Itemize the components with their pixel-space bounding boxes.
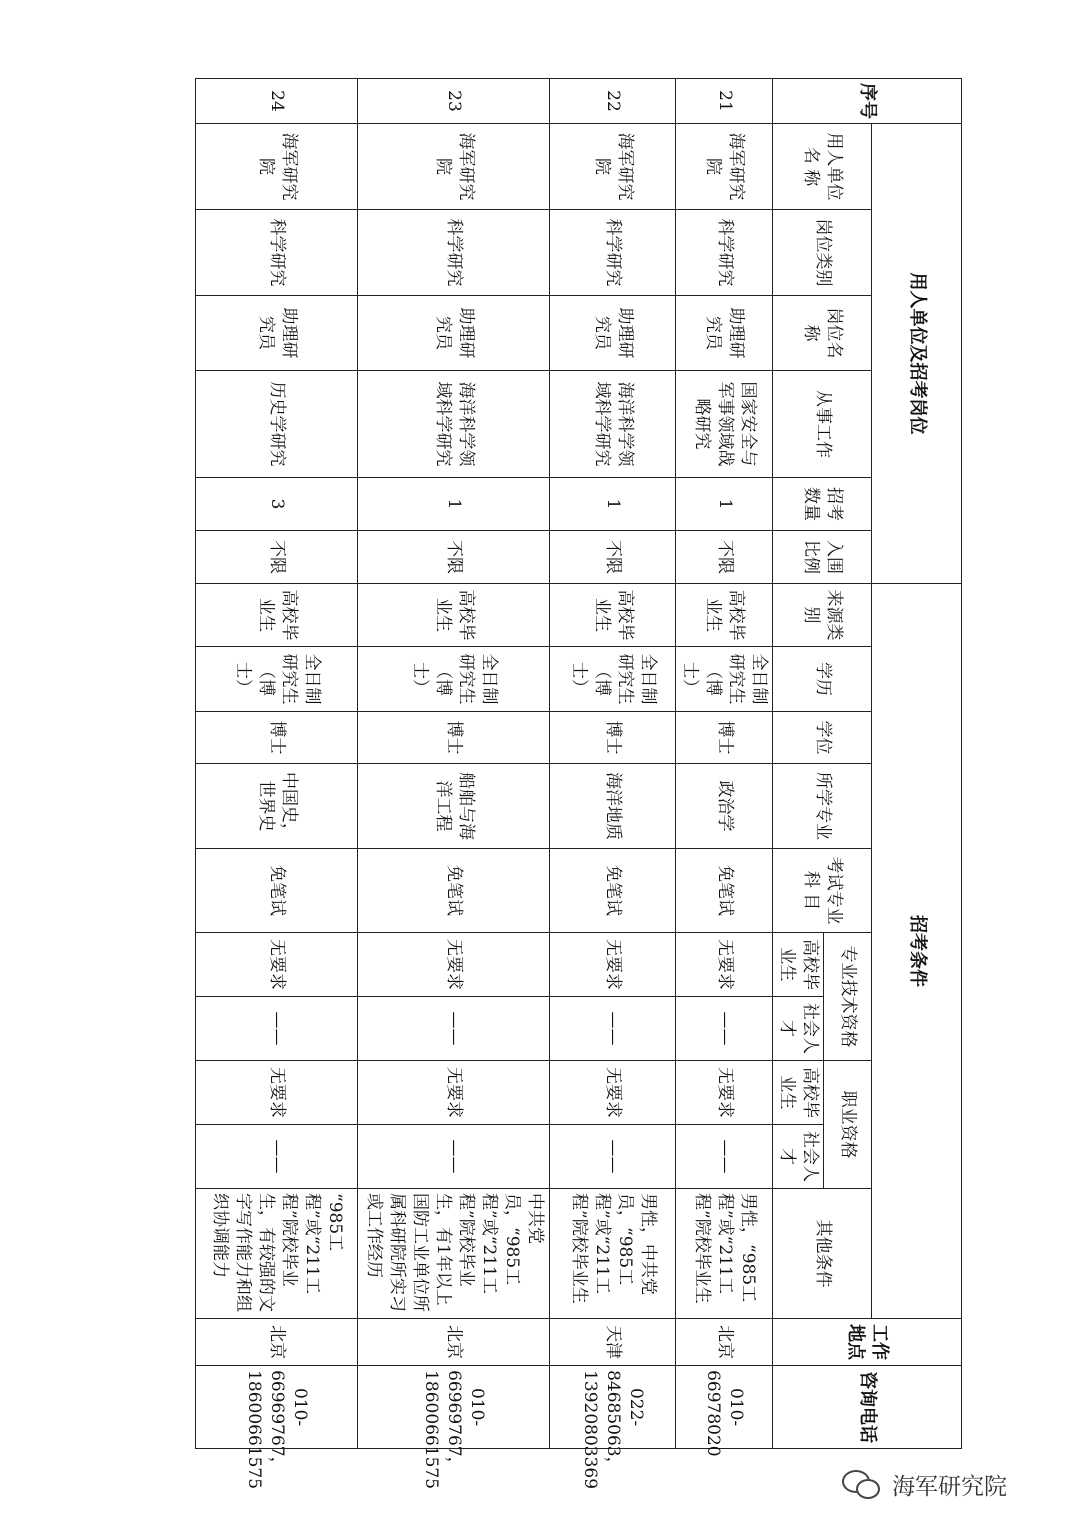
header-education: 学历 [773, 647, 872, 712]
cell-voc-social: —— [676, 1125, 773, 1189]
cell-major: 船舶与海洋工程 [358, 764, 550, 849]
header-degree: 学位 [773, 712, 872, 764]
header-source: 来源类别 [773, 584, 872, 647]
table-row [358, 79, 550, 1449]
cell-tech-social: —— [550, 997, 676, 1061]
cell-education: 全日制研究生（博士） [676, 647, 773, 712]
cell-tech-social: —— [676, 997, 773, 1061]
cell-voc-grad: 无要求 [358, 1061, 550, 1125]
cell-post: 助理研究员 [676, 296, 773, 371]
cell-quota: 1 [550, 478, 676, 531]
cell-exam: 免笔试 [676, 849, 773, 933]
group-header-conditions: 招考条件 [872, 584, 962, 1319]
cell-exam: 免笔试 [196, 849, 358, 933]
cell-category: 科学研究 [196, 210, 358, 296]
cell-unit: 海军研究院 [550, 124, 676, 210]
cell-post: 助理研究员 [358, 296, 550, 371]
cell-other: “985工程”或“211工程”院校毕业生，有较强的文字写作能力和组织协调能力 [196, 1189, 358, 1319]
cell-voc-social: —— [550, 1125, 676, 1189]
cell-unit: 海军研究院 [196, 124, 358, 210]
cell-phone: 022-84685063，13920803369 [550, 1366, 676, 1449]
header-voc-grad: 高校毕业生 [773, 1061, 824, 1125]
header-location: 工作地点 [773, 1319, 962, 1366]
cell-voc-grad: 无要求 [676, 1061, 773, 1125]
header-tech-qual: 专业技术资格 [824, 933, 872, 1061]
watermark [842, 1462, 1007, 1506]
cell-unit: 海军研究院 [676, 124, 773, 210]
watermark-text: 海军研究院 [892, 1473, 1007, 1500]
header-seq: 序号 [773, 79, 962, 124]
cell-seq: 21 [676, 79, 773, 124]
cell-major: 政治学 [676, 764, 773, 849]
rotated-table-wrapper [200, 78, 962, 1490]
cell-seq: 22 [550, 79, 676, 124]
cell-ratio: 不限 [676, 531, 773, 584]
cell-tech-grad: 无要求 [676, 933, 773, 997]
cell-degree: 博士 [676, 712, 773, 764]
cell-phone: 010-66969767，18600661575 [196, 1366, 358, 1449]
cell-voc-grad: 无要求 [550, 1061, 676, 1125]
header-work: 从事工作 [773, 371, 872, 478]
cell-work: 海洋科学领域科学研究 [358, 371, 550, 478]
cell-quota: 3 [196, 478, 358, 531]
table-row [196, 79, 358, 1449]
cell-degree: 博士 [196, 712, 358, 764]
cell-category: 科学研究 [550, 210, 676, 296]
header-other: 其他条件 [773, 1189, 872, 1319]
header-voc-qual: 职业资格 [824, 1061, 872, 1189]
cell-education: 全日制研究生（博士） [196, 647, 358, 712]
table-row [676, 79, 773, 1449]
cell-education: 全日制研究生（博士） [550, 647, 676, 712]
cell-unit: 海军研究院 [358, 124, 550, 210]
cell-tech-grad: 无要求 [358, 933, 550, 997]
header-phone: 咨询电话 [773, 1366, 962, 1449]
cell-category: 科学研究 [358, 210, 550, 296]
cell-post: 助理研究员 [550, 296, 676, 371]
cell-major: 中国史，世界史 [196, 764, 358, 849]
header-major: 所学专业 [773, 764, 872, 849]
table-row [550, 79, 676, 1449]
header-unit-name: 用人单位名 称 [773, 124, 872, 210]
cell-work: 历史学研究 [196, 371, 358, 478]
cell-voc-grad: 无要求 [196, 1061, 358, 1125]
cell-other: 男性，中共党员，“985工程”或“211工程”院校毕业生 [550, 1189, 676, 1319]
cell-voc-social: —— [358, 1125, 550, 1189]
cell-work: 国家安全与军事领域战略研究 [676, 371, 773, 478]
cell-phone: 010-66978020 [676, 1366, 773, 1449]
cell-ratio: 不限 [196, 531, 358, 584]
cell-voc-social: —— [196, 1125, 358, 1189]
cell-location: 北京 [676, 1319, 773, 1366]
cell-quota: 1 [358, 478, 550, 531]
cell-location: 北京 [196, 1319, 358, 1366]
cell-tech-social: —— [358, 997, 550, 1061]
cell-major: 海洋地质 [550, 764, 676, 849]
header-ratio: 入围比例 [773, 531, 872, 584]
cell-post: 助理研究员 [196, 296, 358, 371]
cell-seq: 24 [196, 79, 358, 124]
cell-category: 科学研究 [676, 210, 773, 296]
cell-exam: 免笔试 [358, 849, 550, 933]
wechat-icon [842, 1466, 882, 1502]
cell-source: 高校毕业生 [196, 584, 358, 647]
cell-source: 高校毕业生 [676, 584, 773, 647]
cell-exam: 免笔试 [550, 849, 676, 933]
header-tech-grad: 高校毕业生 [773, 933, 824, 997]
cell-tech-social: —— [196, 997, 358, 1061]
cell-phone: 010-66969767，18600661575 [358, 1366, 550, 1449]
cell-education: 全日制研究生（博士） [358, 647, 550, 712]
header-post-name: 岗位名称 [773, 296, 872, 371]
cell-degree: 博士 [358, 712, 550, 764]
group-header-units: 用人单位及招考岗位 [872, 124, 962, 584]
cell-ratio: 不限 [550, 531, 676, 584]
cell-source: 高校毕业生 [550, 584, 676, 647]
header-voc-social: 社会人才 [773, 1125, 824, 1189]
cell-tech-grad: 无要求 [550, 933, 676, 997]
cell-ratio: 不限 [358, 531, 550, 584]
cell-other: 中共党员，“985工程”或“211工程”院校毕业生，有1年以上国防工业单位所属科研院所实习或工作经历 [358, 1189, 550, 1319]
cell-location: 天津 [550, 1319, 676, 1366]
cell-seq: 23 [358, 79, 550, 124]
cell-tech-grad: 无要求 [196, 933, 358, 997]
header-post-category: 岗位类别 [773, 210, 872, 296]
cell-degree: 博士 [550, 712, 676, 764]
header-exam: 考试专业科 目 [773, 849, 872, 933]
cell-other: 男性，“985工程”或“211工程”院校毕业生 [676, 1189, 773, 1319]
cell-quota: 1 [676, 478, 773, 531]
cell-work: 海洋科学领域科学研究 [550, 371, 676, 478]
cell-location: 北京 [358, 1319, 550, 1366]
header-quota: 招考数量 [773, 478, 872, 531]
header-tech-social: 社会人才 [773, 997, 824, 1061]
cell-source: 高校毕业生 [358, 584, 550, 647]
recruitment-table [195, 78, 962, 1490]
